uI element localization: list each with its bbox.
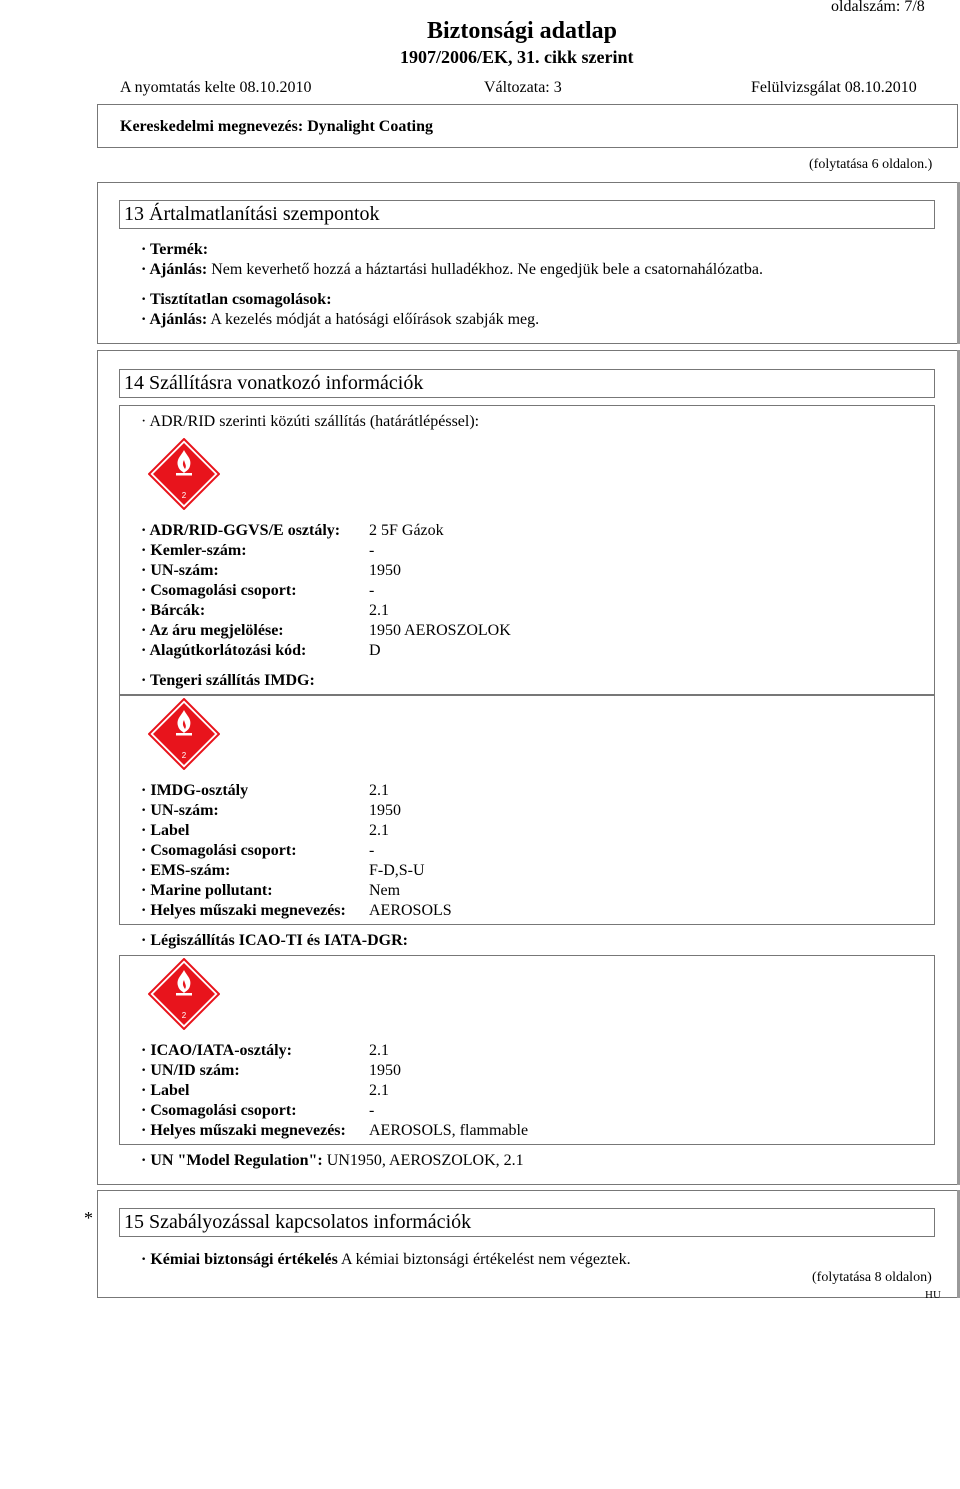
imdg-proper-name: · Helyes műszaki megnevezés: — [141, 902, 346, 919]
placard-number: 2 — [181, 751, 187, 760]
adr-tunnel-code: · Alagútkorlátozási kód: — [141, 642, 307, 659]
trade-name: Kereskedelmi megnevezés: Dynalight Coating — [120, 118, 433, 135]
imdg-ems-value: F-D,S-U — [369, 862, 425, 879]
air-heading: · Légiszállítás ICAO-TI és IATA-DGR: — [141, 932, 408, 949]
adr-class: · ADR/RID-GGVS/E osztály: — [141, 522, 341, 539]
adr-kemler-value: - — [369, 542, 375, 559]
air-un-id-value: 1950 — [369, 1062, 401, 1079]
air-label: · Label — [141, 1082, 190, 1099]
chemical-safety-assessment: · Kémiai biztonsági értékelés A kémiai biztonsági értékelést nem végeztek. — [141, 1251, 631, 1268]
s13-product: · Termék: — [141, 241, 209, 258]
flammable-gas-placard-icon — [148, 958, 220, 1030]
adr-un: · UN-szám: — [141, 562, 219, 579]
adr-heading: · ADR/RID szerinti közúti szállítás (határátlépéssel): — [141, 413, 480, 430]
page-number: oldalszám: 7/8 — [831, 0, 925, 15]
placard-number: 2 — [181, 1011, 187, 1020]
imdg-proper-name-value: AEROSOLS — [369, 902, 452, 919]
imdg-label-value: 2.1 — [369, 822, 389, 839]
air-label-value: 2.1 — [369, 1082, 389, 1099]
adr-class-value: 2 5F Gázok — [369, 522, 444, 539]
imdg-marine-pollutant-value: Nem — [369, 882, 401, 899]
document-title: Biztonsági adatlap — [427, 18, 618, 44]
air-proper-name-value: AEROSOLS, flammable — [369, 1122, 529, 1139]
air-packing-group: · Csomagolási csoport: — [141, 1102, 297, 1119]
imdg-ems: · EMS-szám: — [141, 862, 231, 879]
adr-goods-description: · Az áru megjelölése: — [141, 622, 284, 639]
imdg-heading: · Tengeri szállítás IMDG: — [141, 672, 315, 689]
imdg-packing-group-value: - — [369, 842, 375, 859]
adr-un-value: 1950 — [369, 562, 401, 579]
imdg-marine-pollutant: · Marine pollutant: — [141, 882, 273, 899]
language-code: HU — [925, 1289, 941, 1301]
s13-recommendation-2: · Ajánlás: A kezelés módját a hatósági előírások szabják meg. — [141, 311, 540, 328]
review-date: Felülvizsgálat 08.10.2010 — [751, 79, 917, 96]
flammable-gas-placard-icon — [148, 438, 220, 510]
continued-from: (folytatása 6 oldalon.) — [809, 157, 933, 172]
air-packing-group-value: - — [369, 1102, 375, 1119]
placard-number: 2 — [181, 491, 187, 500]
section-14-title: 14 Szállításra vonatkozó információk — [119, 369, 935, 398]
adr-labels-value: 2.1 — [369, 602, 389, 619]
imdg-label: · Label — [141, 822, 190, 839]
un-model-regulation: · UN "Model Regulation": UN1950, AEROSZOLOK, 2.1 — [141, 1152, 524, 1169]
adr-kemler: · Kemler-szám: — [141, 542, 247, 559]
section-15-title: 15 Szabályozással kapcsolatos információk — [119, 1208, 935, 1237]
imdg-class-value: 2.1 — [369, 782, 389, 799]
adr-goods-description-value: 1950 AEROSZOLOK — [369, 622, 511, 639]
air-proper-name: · Helyes műszaki megnevezés: — [141, 1122, 346, 1139]
version: Változata: 3 — [484, 79, 562, 96]
imdg-un: · UN-szám: — [141, 802, 219, 819]
print-date: A nyomtatás kelte 08.10.2010 — [120, 79, 312, 96]
document-subtitle: 1907/2006/EK, 31. cikk szerint — [400, 47, 634, 67]
flammable-gas-placard-icon — [148, 698, 220, 770]
air-un-id: · UN/ID szám: — [141, 1062, 240, 1079]
adr-labels: · Bárcák: — [141, 602, 206, 619]
adr-tunnel-code-value: D — [369, 642, 381, 659]
imdg-packing-group: · Csomagolási csoport: — [141, 842, 297, 859]
revision-marker: * — [84, 1208, 93, 1228]
imdg-class: · IMDG-osztály — [141, 782, 249, 799]
s13-uncleaned-packaging: · Tisztítatlan csomagolások: — [141, 291, 332, 308]
s13-recommendation-1: · Ajánlás: Nem keverhető hozzá a háztartási hulladékhoz. Ne engedjük bele a csatornahálózatba. — [141, 261, 763, 278]
continued-to: (folytatása 8 oldalon) — [812, 1270, 932, 1285]
air-class-value: 2.1 — [369, 1042, 389, 1059]
adr-packing-group-value: - — [369, 582, 375, 599]
section-13-title: 13 Ártalmatlanítási szempontok — [119, 200, 935, 229]
imdg-un-value: 1950 — [369, 802, 401, 819]
adr-packing-group: · Csomagolási csoport: — [141, 582, 297, 599]
air-class: · ICAO/IATA-osztály: — [141, 1042, 292, 1059]
